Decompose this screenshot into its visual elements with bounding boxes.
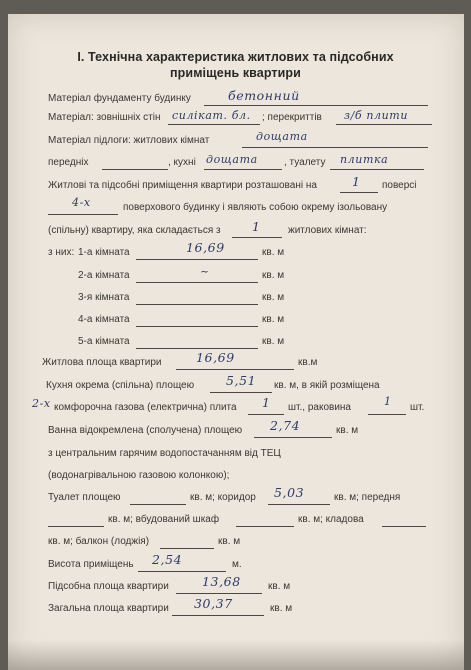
aux-area-value: 13,68 [202, 574, 241, 589]
document-title-line-1: І. Технічна характеристика житлових та підсобних [77, 50, 394, 64]
room5-line [136, 348, 258, 349]
storeys-line [48, 214, 118, 215]
toilet-floor-value: плитка [340, 153, 389, 166]
sink-count-line [368, 414, 406, 415]
corridor-area-value: 5,03 [274, 485, 305, 500]
sink-pcs-label: шт. [410, 402, 425, 413]
flat-type-label: (спільну) квартиру, яка складається з [48, 225, 221, 236]
total-area-value: 30,37 [194, 596, 233, 611]
wardrobe-area-line [236, 526, 294, 527]
toilet-label: , туалету [284, 157, 326, 168]
room2-unit: кв. м [262, 270, 285, 281]
aux-area-unit: кв. м [268, 581, 291, 592]
foundation-line [204, 105, 428, 106]
stove-count-value: 1 [262, 395, 271, 410]
aux-area-label: Підсобна площа квартири [48, 581, 169, 592]
foundation-label: Матеріал фундаменту будинку [48, 93, 191, 104]
aux-area-line [176, 593, 262, 594]
walls-value: силікат. бл. [172, 109, 251, 122]
sink-count-value: 1 [384, 395, 392, 408]
corridor-area-line [268, 504, 330, 505]
hallway-area-line [48, 526, 104, 527]
walls-line [168, 124, 260, 125]
hot-water-label: з центральним гарячим водопостачанням від ТЕЦ [48, 448, 281, 459]
location-label: Житлові та підсобні приміщення квартири розташовані на [48, 180, 317, 191]
height-value: 2,54 [152, 552, 183, 567]
floor-line [242, 147, 428, 148]
storeys-value: 4-х [72, 196, 91, 209]
total-area-line [172, 615, 264, 616]
room2-label: 2-а кімната [78, 270, 130, 281]
room-count-value: 1 [252, 219, 261, 234]
corridor-label: кв. м; коридор [190, 492, 256, 503]
stove-label: комфорочна газова (електрична) плита [54, 402, 237, 413]
room5-unit: кв. м [262, 336, 285, 347]
kitchen-label: , кухні [168, 157, 196, 168]
room5-label: 5-а кімната [78, 336, 130, 347]
bath-area-line [254, 437, 332, 438]
height-unit: м. [232, 559, 242, 570]
room4-line [136, 326, 258, 327]
floor-label: Матеріал підлоги: житлових кімнат [48, 135, 210, 146]
living-area-value: 16,69 [196, 350, 235, 365]
room1-unit: кв. м [262, 247, 285, 258]
bath-area-value: 2,74 [270, 418, 301, 433]
stove-pcs-label: шт., раковина [288, 402, 351, 413]
living-rooms-label: житлових кімнат: [288, 225, 367, 236]
walls-label: Матеріал: зовнішніх стін [48, 112, 161, 123]
kitchen-area-value: 5,51 [226, 373, 257, 388]
pantry-label: кв. м; кладова [298, 514, 364, 525]
foundation-value: бетонний [228, 88, 300, 103]
living-area-line [176, 369, 294, 370]
stove-burners-value: 2-х [32, 397, 51, 410]
room3-unit: кв. м [262, 292, 285, 303]
floor-number-line [340, 192, 378, 193]
of-them-label: з них: [48, 247, 75, 258]
ceiling-label: ; перекриттів [262, 112, 322, 123]
living-area-unit: кв.м [298, 357, 318, 368]
room4-unit: кв. м [262, 314, 285, 325]
room2-line [136, 282, 258, 283]
total-area-unit: кв. м [270, 603, 293, 614]
stove-count-line [248, 414, 284, 415]
ceiling-line [336, 124, 432, 125]
room3-label: 3-я кімната [78, 292, 130, 303]
gas-heater-label: (водонагрівальною газовою колонкою); [48, 470, 230, 481]
document-title-line-2: приміщень квартири [170, 66, 301, 80]
toilet-area-line [130, 504, 186, 505]
height-label: Висота приміщень [48, 559, 134, 570]
total-area-label: Загальна площа квартири [48, 603, 169, 614]
floor-number-value: 1 [352, 174, 361, 189]
hall-line [102, 169, 168, 170]
page-shadow [8, 640, 464, 670]
toilet-area-label: Туалет площею [48, 492, 121, 503]
height-line [138, 571, 226, 572]
balcony-area-line [160, 548, 214, 549]
room1-line [136, 259, 258, 260]
hall-label: передніх [48, 157, 89, 168]
wardrobe-label: кв. м; вбудований шкаф [108, 514, 220, 525]
kitchen-area-line [210, 392, 272, 393]
hallway-label: кв. м; передня [334, 492, 401, 503]
bath-label: Ванна відокремлена (сполучена) площею [48, 425, 243, 436]
floor-word: поверсі [382, 180, 417, 191]
kitchen-floor-value: дощата [206, 153, 258, 166]
floor-value: дощата [256, 130, 308, 143]
balcony-area-unit: кв. м [218, 536, 241, 547]
kitchen-area-label: Кухня окрема (спільна) площею [46, 380, 195, 391]
room3-line [136, 304, 258, 305]
room2-value: ~ [200, 265, 210, 278]
room4-label: 4-а кімната [78, 314, 130, 325]
kitchen-area-unit: кв. м, в якій розміщена [274, 380, 380, 391]
balcony-label: кв. м; балкон (лоджія) [48, 536, 150, 547]
room1-value: 16,69 [186, 240, 225, 255]
bath-area-unit: кв. м [336, 425, 359, 436]
living-area-label: Житлова площа квартири [42, 357, 162, 368]
toilet-floor-line [330, 169, 424, 170]
storeys-label: поверхового будинку і являють собою окрему ізольовану [123, 202, 388, 213]
pantry-area-line [382, 526, 426, 527]
ceiling-value: з/б плити [344, 109, 409, 122]
room1-label: 1-а кімната [78, 247, 130, 258]
kitchen-floor-line [204, 169, 282, 170]
room-count-line [232, 237, 282, 238]
